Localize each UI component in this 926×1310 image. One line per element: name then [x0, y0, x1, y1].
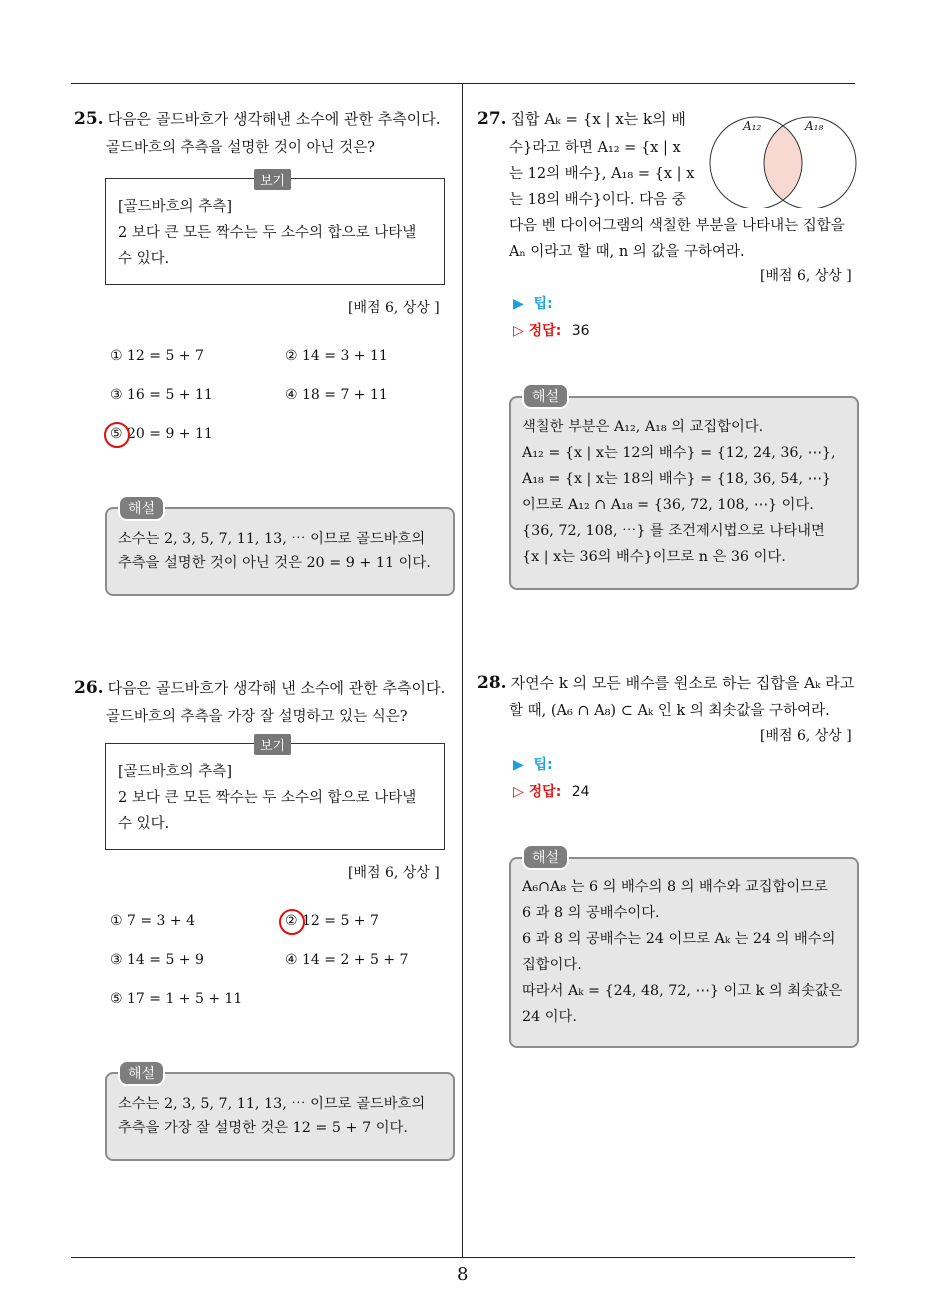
q28-number: 28.: [477, 673, 507, 693]
q28-tip-arrow-icon: ▶: [513, 757, 534, 773]
q26-choice-2[interactable]: ② 12 = 5 + 7: [285, 913, 379, 929]
q26-answer-circle-mark: [279, 909, 305, 935]
q26-score: [배점 6, 상상 ]: [348, 865, 440, 881]
q25-choice-2[interactable]: ② 14 = 3 + 11: [285, 348, 388, 364]
q26-bogi-label: 보기: [254, 734, 291, 755]
q27-line4: 는 18의 배수}이다. 다음 중: [509, 192, 686, 208]
q27-answer-label: 정답:: [528, 323, 562, 339]
bottom-rule: [71, 1257, 855, 1258]
q27-solution-line5: {36, 72, 108, ⋯} 를 조건제시법으로 나타내면: [522, 523, 825, 539]
q27-solution-line2: A₁₂ = {x | x는 12의 배수} = {12, 24, 36, ⋯},: [522, 445, 836, 461]
venn-right-label: A₁₈: [805, 119, 824, 133]
q26-solution-line1: 소수는 2, 3, 5, 7, 11, 13, ⋯ 이므로 골드바흐의: [118, 1096, 426, 1112]
q27-answer: [513, 320, 590, 340]
q28-score: [배점 6, 상상 ]: [760, 728, 852, 744]
q28-solution-line1: A₆∩A₈ 는 6 의 배수의 8 의 배수와 교집합이므로: [522, 879, 828, 895]
q28-stem: [477, 670, 854, 696]
q27-answer-value: 36: [571, 323, 590, 339]
q27-number: 27.: [477, 109, 507, 129]
q26-choice-5[interactable]: ⑤ 17 = 1 + 5 + 11: [110, 991, 243, 1007]
q28-solution-line2: 6 과 8 의 공배수이다.: [522, 905, 660, 921]
q27-solution-line6: {x | x는 36의 배수}이므로 n 은 36 이다.: [522, 549, 786, 565]
q26-solution-label: 해설: [118, 1060, 165, 1086]
q25-solution-label: 해설: [118, 495, 165, 521]
q28-tip: [513, 754, 553, 774]
q26-line2: 골드바흐의 추측을 가장 잘 설명하고 있는 식은?: [106, 709, 408, 725]
q26-number: 26.: [74, 678, 104, 698]
q27-solution-label: 해설: [522, 383, 569, 409]
q28-answer-label: 정답:: [528, 784, 562, 800]
q27-tip-arrow-icon: ▶: [513, 296, 534, 312]
q28-line2: 할 때, (A₆ ∩ A₈) ⊂ Aₖ 인 k 의 최솟값을 구하여라.: [509, 703, 830, 719]
q25-bogi-line3: 수 있다.: [118, 251, 170, 267]
q25-number: 25.: [74, 109, 104, 129]
q28-answer: [513, 781, 590, 801]
q28-tip-label: 팁:: [533, 757, 553, 773]
q25-line1: 다음은 골드바흐가 생각해낸 소수에 관한 추측이다.: [107, 110, 441, 128]
q26-choice-1[interactable]: ① 7 = 3 + 4: [110, 913, 195, 929]
q28-solution-line3: 6 과 8 의 공배수는 24 이므로 Aₖ 는 24 의 배수의: [522, 931, 836, 947]
top-rule: [71, 83, 855, 84]
q25-solution-line2: 추측을 설명한 것이 아닌 것은 20 = 9 + 11 이다.: [118, 555, 431, 571]
q26-bogi-line3: 수 있다.: [118, 816, 170, 832]
q25-choice-1[interactable]: ① 12 = 5 + 7: [110, 348, 204, 364]
q28-solution-line6: 24 이다.: [522, 1009, 577, 1025]
q28-answer-value: 24: [571, 784, 590, 800]
q25-bogi-label: 보기: [254, 169, 291, 190]
q27-line1: 집합 Aₖ = {x | x는 k의 배: [510, 110, 686, 128]
q27-tip-label: 팁:: [533, 296, 553, 312]
q26-bogi-line2: 2 보다 큰 모든 짝수는 두 소수의 합으로 나타낼: [118, 790, 417, 806]
q27-solution-line3: A₁₈ = {x | x는 18의 배수} = {18, 36, 54, ⋯}: [522, 471, 832, 487]
q28-solution-line5: 따라서 Aₖ = {24, 48, 72, ⋯} 이고 k 의 최솟값은: [522, 983, 843, 999]
q26-solution-line2: 추측을 가장 잘 설명한 것은 12 = 5 + 7 이다.: [118, 1120, 408, 1136]
q25-bogi-line2: 2 보다 큰 모든 짝수는 두 소수의 합으로 나타낼: [118, 225, 417, 241]
q27-tip: [513, 293, 553, 313]
q26-stem: [74, 675, 445, 701]
column-divider: [462, 83, 463, 1258]
page-number: 8: [457, 1264, 469, 1285]
q27-solution-line1: 색칠한 부분은 A₁₂, A₁₈ 의 교집합이다.: [522, 419, 764, 435]
q25-choice-5[interactable]: ⑤ 20 = 9 + 11: [110, 426, 213, 442]
q27-answer-arrow-icon: ▷: [513, 323, 529, 339]
q25-choice-4[interactable]: ④ 18 = 7 + 11: [285, 387, 388, 403]
q27-score: [배점 6, 상상 ]: [760, 268, 852, 284]
q25-line2: 골드바흐의 추측을 설명한 것이 아닌 것은?: [106, 140, 375, 156]
q28-solution-label: 해설: [522, 844, 569, 870]
q25-solution-line1: 소수는 2, 3, 5, 7, 11, 13, ⋯ 이므로 골드바흐의: [118, 531, 426, 547]
q27-line6: Aₙ 이라고 할 때, n 의 값을 구하여라.: [509, 244, 745, 260]
q27-venn-diagram: [703, 108, 863, 208]
q26-line1: 다음은 골드바흐가 생각해 낸 소수에 관한 추측이다.: [107, 679, 446, 697]
q25-stem: [74, 106, 440, 132]
q26-choice-4[interactable]: ④ 14 = 2 + 5 + 7: [285, 952, 409, 968]
q28-line1: 자연수 k 의 모든 배수를 원소로 하는 집합을 Aₖ 라고: [510, 674, 855, 692]
q25-bogi-line1: [골드바흐의 추측]: [118, 199, 232, 215]
q27-stem: [477, 106, 686, 132]
q28-solution-line4: 집합이다.: [522, 957, 582, 973]
q27-line3: 는 12의 배수}, A₁₈ = {x | x: [509, 166, 695, 182]
q27-line2: 수}라고 하면 A₁₂ = {x | x: [509, 140, 681, 156]
q25-choice-3[interactable]: ③ 16 = 5 + 11: [110, 387, 213, 403]
q26-bogi-line1: [골드바흐의 추측]: [118, 764, 232, 780]
q28-answer-arrow-icon: ▷: [513, 784, 529, 800]
q25-score: [배점 6, 상상 ]: [348, 300, 440, 316]
q26-choice-3[interactable]: ③ 14 = 5 + 9: [110, 952, 204, 968]
q27-line5: 다음 벤 다이어그램의 색칠한 부분을 나타내는 집합을: [509, 218, 845, 234]
venn-left-label: A₁₂: [743, 119, 762, 133]
q27-solution-line4: 이므로 A₁₂ ∩ A₁₈ = {36, 72, 108, ⋯} 이다.: [522, 497, 814, 513]
q25-answer-circle-mark: [104, 422, 130, 448]
